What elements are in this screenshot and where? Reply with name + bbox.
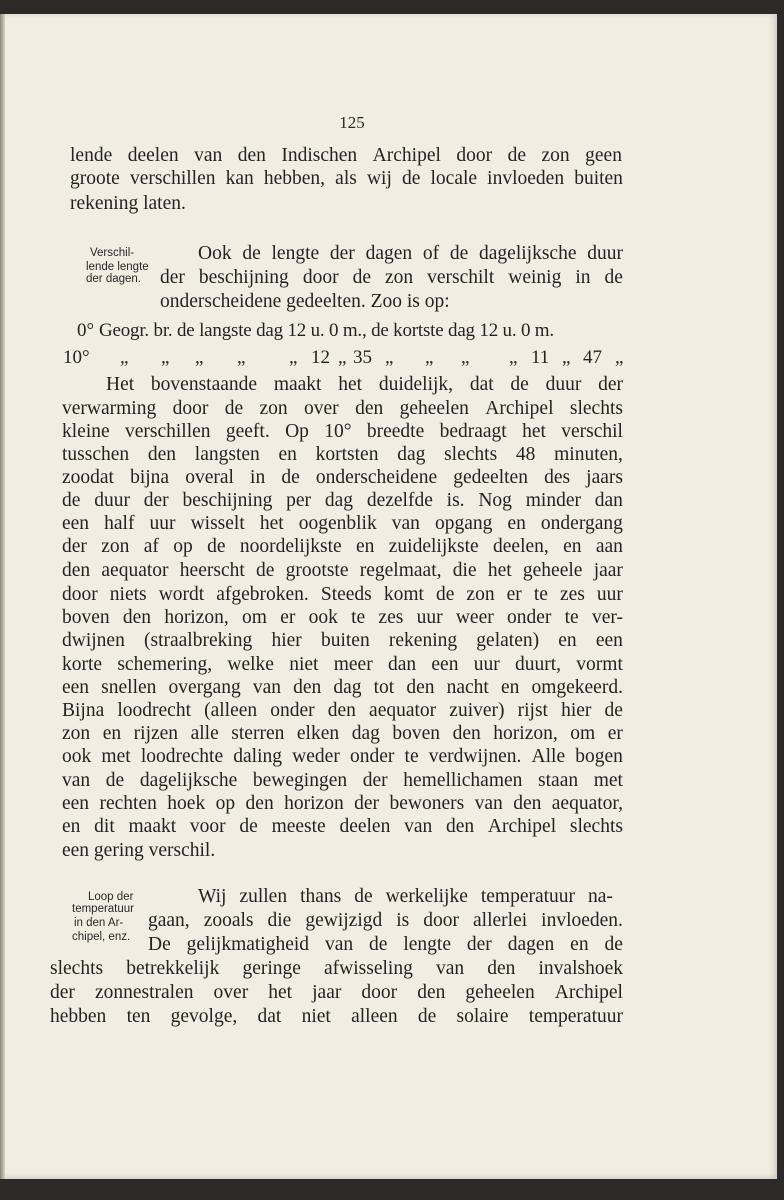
para1-line: lende deelen van den Indischen Archipel door de zon geen: [70, 145, 622, 166]
sidenote-line: chipel, enz.: [72, 931, 131, 943]
para4-line: Wij zullen thans de werkelijke temperatuur na-: [198, 886, 613, 907]
table-lat: 0°: [77, 320, 95, 341]
table-value: 47: [583, 347, 602, 368]
sidenote-line: Verschil-: [90, 247, 135, 259]
para3-line: een half uur wisselt het oogenblik van opgang en ondergang: [62, 513, 623, 534]
sidenote-line: temperatuur: [72, 903, 135, 915]
ditto-mark: „: [509, 347, 518, 368]
para4-line: der zonnestralen over het jaar door den geheelen Archipel: [50, 982, 623, 1003]
ditto-mark: „: [562, 347, 571, 368]
para3-line: der zon af op de noordelijkste en zuidelijkste deelen, en aan: [62, 536, 623, 557]
page-edge: [0, 14, 5, 1179]
para1-line: groote verschillen kan hebben, als wij de locale invloeden buiten: [70, 168, 623, 189]
sidenote-loop-der-temperatuur: [72, 891, 135, 943]
table-row-label: Geogr. br. de langste dag 12 u. 0 m., de kortste dag 12 u. 0 m.: [99, 320, 554, 341]
sidenote-line: lende lengte: [86, 261, 149, 273]
ditto-mark: „: [195, 347, 204, 368]
para3-line: zon en rijzen alle sterren elken dag boven den horizon, om er: [62, 723, 623, 744]
para3-line: en dit maakt voor de meeste deelen van den Archipel slechts: [62, 816, 623, 837]
ditto-mark: „: [120, 347, 129, 368]
para4-line: gaan, zooals die gewijzigd is door allerlei invloeden.: [148, 910, 623, 931]
ditto-mark: „: [338, 347, 347, 368]
para2-line: der beschijning door de zon verschilt weinig in de: [160, 267, 623, 288]
para4-line: slechts betrekkelijk geringe afwisseling van den invalshoek: [50, 958, 623, 979]
para3-line: boven den horizon, om er ook te zes uur weer onder te ver-: [62, 607, 623, 628]
ditto-mark: „: [461, 347, 470, 368]
ditto-mark: „: [425, 347, 434, 368]
para3-line: kleine verschillen geeft. Op 10° breedte bedraagt het verschil: [62, 421, 623, 442]
ditto-mark: „: [615, 347, 624, 368]
para3-line: een rechten hoek op den horizon der bewoners van den aequator,: [62, 793, 623, 814]
para3-line: door niets wordt afgebroken. Steeds komt de zon er te zes uur: [62, 584, 623, 605]
page-number: 125: [339, 113, 365, 132]
para3-line: een snellen overgang van den dag tot den nacht en omgekeerd.: [62, 677, 623, 698]
ditto-mark: „: [237, 347, 246, 368]
ditto-mark: „: [289, 347, 298, 368]
table-value: 11: [531, 347, 550, 368]
para4-line: De gelijkmatigheid van de lengte der dagen en de: [148, 934, 623, 955]
ditto-mark: „: [385, 347, 394, 368]
table-row-0: [77, 320, 677, 344]
para3-line: dwijnen (straalbreking hier buiten rekening gelaten) en een: [62, 630, 623, 651]
para3-line: de duur der beschijning per dag dezelfde is. Nog minder dan: [62, 490, 623, 511]
para2-line: onderscheidene gedeelten. Zoo is op:: [160, 291, 450, 312]
table-value: 35: [353, 347, 372, 368]
para3-line: Het bovenstaande maakt het duidelijk, dat de duur der: [106, 374, 623, 395]
sidenote-verschillende-lengte: [86, 247, 149, 285]
para3-line: een gering verschil.: [62, 840, 216, 861]
table-lat: 10°: [63, 347, 90, 368]
sidenote-line: der dagen.: [86, 273, 141, 285]
para4-line: hebben ten gevolge, dat niet alleen de solaire temperatuur: [50, 1006, 623, 1027]
para3-line: den aequator heerscht de grootste regelmaat, die het geheele jaar: [62, 560, 623, 581]
para3-line: zoodat bijna overal in de onderscheidene gedeelten des jaars: [62, 467, 623, 488]
ditto-mark: „: [161, 347, 170, 368]
para3-line: van de dagelijksche bewegingen der hemellichamen staan met: [62, 770, 623, 791]
para3-line: verwarming door de zon over den geheelen Archipel slechts: [62, 398, 623, 419]
para2-line: Ook de lengte der dagen of de dagelijksche duur: [198, 243, 623, 264]
para3-line: tusschen den langsten en kortsten dag slechts 48 minuten,: [62, 444, 623, 465]
sidenote-line: in den Ar-: [74, 917, 124, 929]
para3-line: korte schemering, welke niet meer dan een uur duurt, vormt: [62, 654, 623, 675]
sidenote-line: Loop der: [88, 891, 134, 903]
para3-line: ook met loodrechte daling weder onder te verdwijnen. Alle bogen: [62, 746, 623, 767]
table-value: 12: [311, 347, 330, 368]
para3-line: Bijna loodrecht (alleen onder den aequator zuiver) rijst hier de: [62, 700, 623, 721]
table-row-10: [63, 347, 683, 371]
para1-line: rekening laten.: [70, 193, 186, 214]
